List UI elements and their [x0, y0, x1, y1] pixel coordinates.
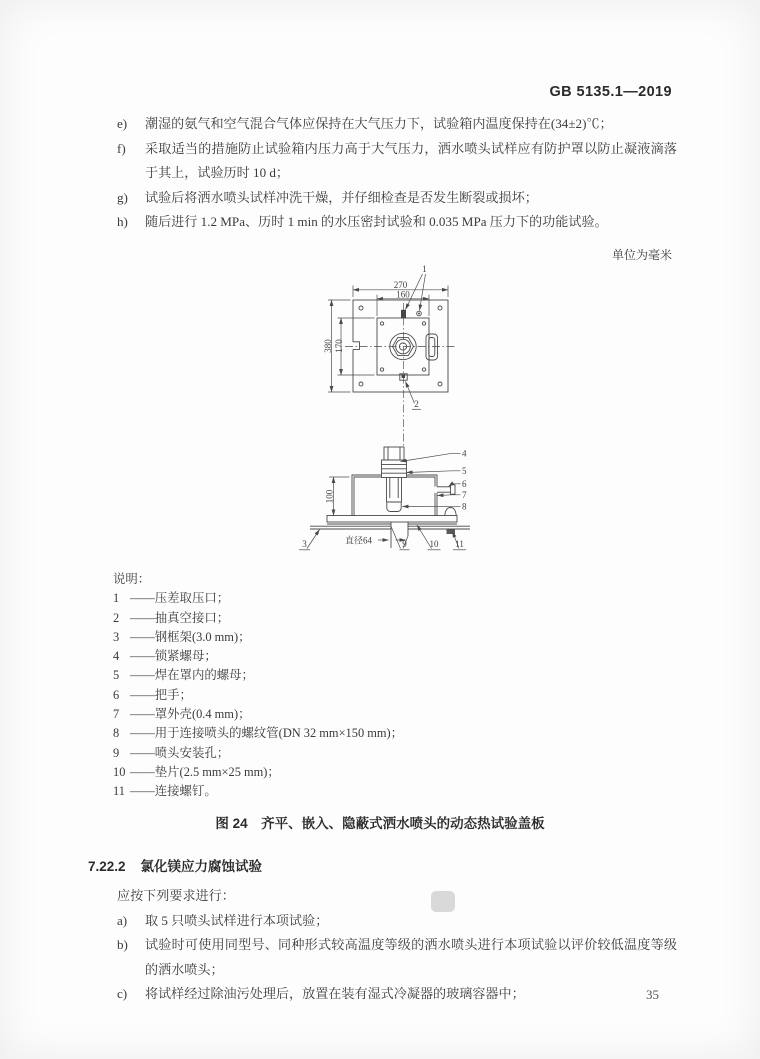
legend-item — [113, 724, 613, 743]
clause-text: 随后进行 1.2 MPa、历时 1 min 的水压密封试验和 0.035 MPa 压力下的功能试验。 — [145, 214, 608, 229]
callout-11-label: 11 — [455, 539, 464, 549]
section-heading-7-22-2 — [88, 855, 262, 875]
clause-marker: a) — [117, 912, 128, 928]
standard-number-header: GB 5135.1—2019 — [549, 84, 672, 100]
section-intro: 应按下列要求进行： — [117, 888, 235, 903]
connecting-screw-head — [445, 508, 456, 516]
legend-num: 7 — [113, 707, 120, 722]
top-view-plate — [352, 300, 448, 392]
clause-item-b — [117, 933, 677, 982]
clause-item-f — [117, 137, 677, 186]
legend-num: 6 — [113, 687, 120, 702]
legend-num: 9 — [113, 745, 120, 760]
dim-inner-height: 170 — [334, 339, 344, 353]
legend-title: 说明： — [113, 572, 151, 586]
callout-8-label: 8 — [462, 501, 467, 512]
callout-3-label: 3 — [302, 539, 307, 549]
callout-10-label: 10 — [429, 539, 439, 549]
callout-1-label: 1 — [422, 264, 427, 274]
legend-text: ——钢框架(3.0 mm)； — [130, 629, 251, 644]
legend-text: ——压差取压口； — [130, 591, 230, 606]
clause-item-e — [117, 112, 677, 137]
center-lines — [345, 303, 456, 446]
clause-marker: h) — [117, 214, 128, 229]
clause-text: 取 5 只喷头试样进行本项试验； — [145, 912, 329, 928]
scan-artifact-blob — [431, 891, 455, 912]
legend-num: 1 — [113, 591, 120, 606]
clause-marker: g) — [117, 189, 128, 205]
side-view-dimensions — [329, 477, 406, 540]
callout-6-label: 6 — [462, 479, 467, 489]
legend-item — [113, 763, 613, 782]
legend-num: 4 — [113, 649, 120, 664]
legend-item — [113, 744, 613, 763]
legend-item — [113, 647, 613, 666]
legend-text: ——焊在罩内的螺母； — [130, 668, 254, 683]
legend-num: 10 — [113, 764, 126, 779]
legend-num: 8 — [113, 726, 120, 741]
legend-num: 2 — [113, 610, 120, 625]
dim-outer-height: 380 — [323, 339, 333, 353]
legend-text: ——连接螺钉。 — [130, 784, 217, 799]
top-view-dimensions — [328, 286, 448, 393]
legend-item — [113, 609, 613, 628]
legend-text: ——抽真空接口； — [130, 610, 230, 625]
clause-item-g — [117, 186, 677, 211]
legend-text: ——用于连接喷头的螺纹管(DN 32 mm×150 mm)； — [130, 726, 404, 741]
callout-2-label: 2 — [414, 399, 419, 409]
clause-list-top — [117, 112, 677, 235]
dim-cover-height: 100 — [324, 489, 335, 504]
lock-nut — [384, 447, 404, 460]
connecting-screw-nut — [447, 530, 456, 535]
clause-text: 试验时可使用同型号、同种形式较高温度等级的洒水喷头进行本项试验以评价较低温度等级的洒水喷头； — [145, 937, 677, 977]
threaded-pipe-end — [387, 502, 401, 512]
callout-5-label: 5 — [462, 466, 467, 476]
legend-num: 3 — [113, 629, 120, 644]
callout-9-label: 9 — [402, 539, 407, 549]
figure-24-drawing — [285, 255, 485, 565]
legend-item — [113, 666, 613, 685]
clause-marker: b) — [117, 937, 128, 952]
callout-4-label: 4 — [462, 448, 467, 459]
callout-7-label: 7 — [462, 490, 467, 500]
dim-hole-diameter: 直径64 — [345, 535, 373, 546]
section-title: 氯化镁应力腐蚀试验 — [140, 859, 263, 874]
figure-caption: 图 24 齐平、嵌入、隐蔽式洒水喷头的动态热试验盖板 — [215, 816, 545, 831]
clause-item-a — [117, 909, 677, 934]
clause-item-h — [117, 210, 677, 235]
callouts-right — [401, 453, 461, 506]
unit-note: 单位为毫米 — [611, 248, 672, 262]
dim-inner-width: 160 — [396, 289, 410, 300]
clause-text: 将试样经过除油污处理后，放置在装有湿式冷凝器的玻璃容器中； — [145, 986, 525, 1001]
legend-item — [113, 705, 613, 724]
legend-item — [113, 782, 613, 801]
clause-marker: f) — [117, 140, 126, 156]
legend-text: ——喷头安装孔； — [130, 745, 230, 760]
legend-num: 5 — [113, 668, 120, 683]
legend-text: ——垫片(2.5 mm×25 mm)； — [130, 764, 280, 779]
section-number: 7.22.2 — [88, 859, 126, 874]
page-number: 35 — [646, 987, 659, 1002]
legend-text: ——罩外壳(0.4 mm)； — [130, 707, 251, 722]
legend-text: ——锁紧螺母； — [130, 649, 217, 664]
base-plate — [327, 516, 457, 523]
clause-list-bottom — [117, 884, 677, 1007]
legend-item — [113, 628, 613, 647]
clause-text: 试验后将洒水喷头试样冲洗干燥，并仔细检查是否发生断裂或损坏； — [145, 189, 538, 205]
clause-item-c — [117, 982, 677, 1007]
clause-text: 潮湿的氨气和空气混合气体应保持在大气压力下，试验箱内温度保持在(34±2)℃； — [145, 116, 613, 131]
legend-item — [113, 686, 613, 705]
legend-text: ——把手； — [130, 687, 192, 702]
dim-outer-width: 270 — [393, 280, 408, 290]
clause-text: 采取适当的措施防止试验箱内压力高于大气压力，洒水喷头试样应有防护罩以防止凝液滴落于其上，试验历时 10 d； — [145, 140, 677, 180]
legend-num: 11 — [113, 784, 125, 799]
handle-side-view — [451, 485, 456, 494]
clause-marker: c) — [117, 986, 128, 1001]
figure-legend — [113, 570, 613, 802]
legend-item — [113, 589, 613, 608]
clause-marker: e) — [117, 116, 128, 131]
